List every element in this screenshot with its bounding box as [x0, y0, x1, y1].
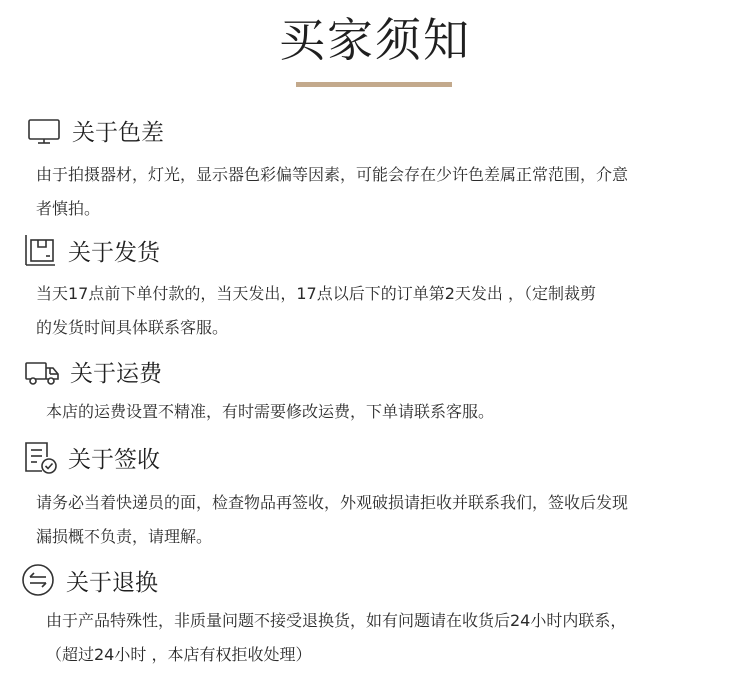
section-body-freight [46, 395, 494, 429]
section-heading-text: 关于运费 [70, 360, 162, 387]
section-heading-freight [24, 353, 162, 389]
body-line: 由于拍摄器材，灯光，显示器色彩偏等因素，可能会存在少许色差属正常范围，介意 [36, 165, 629, 184]
section-body-returns [46, 604, 626, 672]
section-body-color-difference [36, 158, 628, 226]
section-heading-color-difference [26, 112, 164, 148]
section-heading-text: 关于发货 [68, 239, 160, 266]
section-heading-shipping [22, 232, 160, 268]
exchange-arrows-icon [20, 562, 56, 598]
body-line: 由于产品特殊性，非质量问题不接受退换货，如有问题请在收货后24小时内联系， [46, 611, 627, 630]
monitor-icon [26, 112, 62, 148]
body-line: 者慎拍。 [36, 199, 101, 218]
package-box-icon [22, 232, 58, 268]
section-heading-text: 关于色差 [72, 119, 164, 146]
section-body-shipping [36, 277, 596, 345]
section-body-signing [36, 486, 628, 554]
body-line: 漏损概不负责，请理解。 [36, 527, 213, 546]
body-line: 请务必当着快递员的面，检查物品再签收，外观破损请拒收并联系我们，签收后发现 [36, 493, 629, 512]
section-heading-returns [20, 562, 158, 598]
body-line: 本店的运费设置不精准，有时需要修改运费，下单请联系客服。 [46, 402, 495, 421]
body-line: 当天17点前下单付款的，当天发出，17点以后下的订单第2天发出 ，（定制裁剪 [36, 284, 596, 303]
page-title: 买家须知 [279, 13, 471, 67]
body-line: （超过24小时 ，本店有权拒收处理） [46, 645, 312, 664]
body-line: 的发货时间具体联系客服。 [36, 318, 229, 337]
title-underline-divider [296, 82, 452, 87]
signed-document-icon [22, 439, 58, 475]
delivery-truck-icon [24, 353, 60, 389]
section-heading-text: 关于签收 [68, 446, 160, 473]
section-heading-signing [22, 439, 160, 475]
section-heading-text: 关于退换 [66, 569, 158, 596]
